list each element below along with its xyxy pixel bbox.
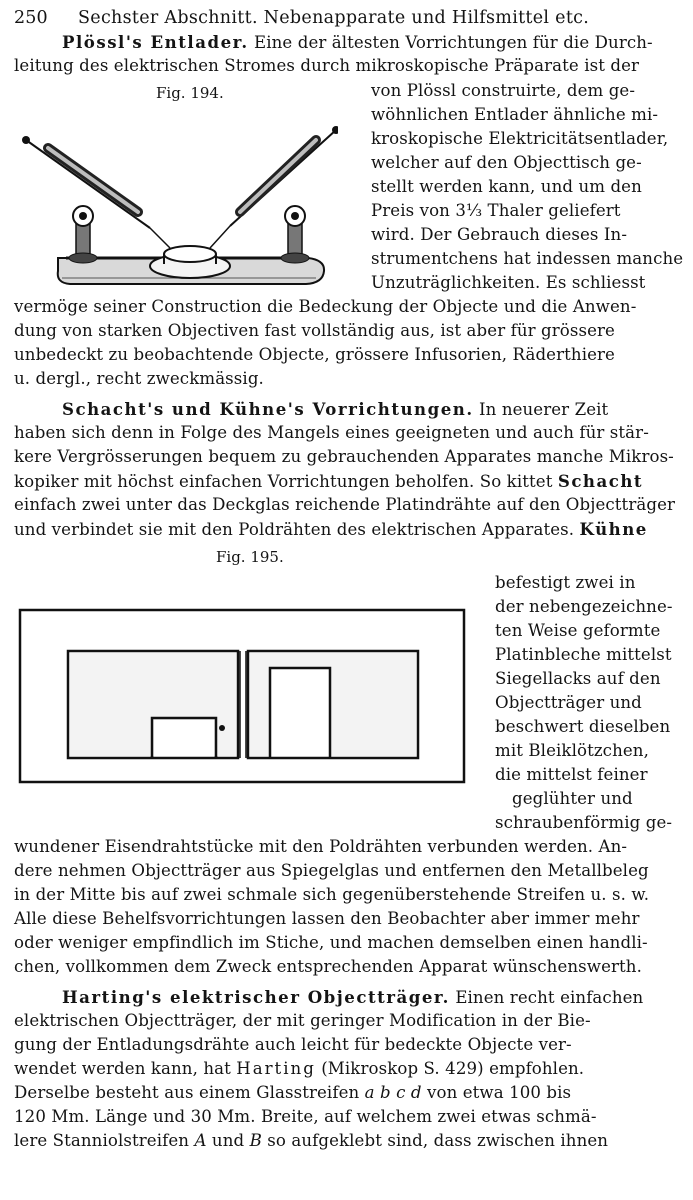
ploessl-line-4: wöhnlichen Entlader ähnliche mi- bbox=[371, 105, 659, 124]
schacht-line-23: chen, vollkommen dem Zweck entsprechenden Apparat wünschenswerth. bbox=[14, 957, 642, 976]
schacht-line-2: haben sich denn in Folge des Mangels eines geeigneten und auch für stär- bbox=[14, 423, 649, 442]
ploessl-heading: Plössl's Entlader. bbox=[62, 32, 249, 52]
ploessl-line-8: Preis von 3⅓ Thaler geliefert bbox=[371, 201, 621, 220]
schacht-line-16: geglühter und bbox=[512, 789, 633, 808]
fig195-caption: Fig. 195. bbox=[216, 548, 284, 566]
ploessl-line-10: strumentchens hat indessen manche bbox=[371, 249, 684, 268]
schacht-line-6: und verbindet sie mit den Poldrähten des elektrischen Apparates. Kühne bbox=[14, 519, 648, 539]
harting-line-1: Harting's elektrischer Objectträger. Einen recht einfachen bbox=[62, 987, 644, 1007]
ploessl-line-14: unbedeckt zu beobachtende Objecte, grössere Infusorien, Räderthiere bbox=[14, 345, 615, 364]
harting-line-4: wendet werden kann, hat Harting (Mikroskop S. 429) empfohlen. bbox=[14, 1059, 585, 1078]
fig194-discharger-illustration bbox=[18, 108, 338, 293]
harting-line-5: Derselbe besteht aus einem Glasstreifen a b c d von etwa 100 bis bbox=[14, 1083, 572, 1102]
schacht-line-14: mit Bleiklötzchen, bbox=[495, 741, 649, 760]
schacht-line-19: dere nehmen Objectträger aus Spiegelglas und entfernen den Metallbeleg bbox=[14, 861, 649, 880]
ploessl-line-9: wird. Der Gebrauch dieses In- bbox=[371, 225, 628, 244]
schacht-line-12: Objectträger und bbox=[495, 693, 642, 712]
schacht-line-10: Platinbleche mittelst bbox=[495, 645, 672, 664]
name-kuehne: Kühne bbox=[579, 519, 648, 539]
schacht-line-20: in der Mitte bis auf zwei schmale sich gegenüberstehende Streifen u. s. w. bbox=[14, 885, 650, 904]
ploessl-line-1: Plössl's Entlader. Eine der ältesten Vorrichtungen für die Durch- bbox=[62, 32, 653, 52]
schacht-line-7: befestigt zwei in bbox=[495, 573, 636, 592]
name-schacht: Schacht bbox=[557, 471, 644, 491]
schacht-heading: Schacht's und Kühne's Vorrichtungen. bbox=[62, 399, 474, 419]
harting-line-3: gung der Entladungsdrähte auch leicht für bedeckte Objecte ver- bbox=[14, 1035, 572, 1054]
schacht-line-13: beschwert dieselben bbox=[495, 717, 671, 736]
schacht-line-11: Siegellacks auf den bbox=[495, 669, 661, 688]
schacht-line-3: kere Vergrösserungen bequem zu gebrauchenden Apparates manche Mikros- bbox=[14, 447, 674, 466]
ploessl-line-12: vermöge seiner Construction die Bedeckung der Objecte und die Anwen- bbox=[14, 297, 637, 316]
schacht-line-8: der nebengezeichne- bbox=[495, 597, 673, 616]
ploessl-line-6: welcher auf den Objecttisch ge- bbox=[371, 153, 642, 172]
schacht-line-21: Alle diese Behelfsvorrichtungen lassen den Beobachter aber immer mehr bbox=[14, 909, 640, 928]
ploessl-line-11: Unzuträglichkeiten. Es schliesst bbox=[371, 273, 646, 292]
ploessl-line-15: u. dergl., recht zweckmässig. bbox=[14, 369, 264, 388]
ploessl-line-13: dung von starken Objectiven fast vollständig aus, ist aber für grössere bbox=[14, 321, 615, 340]
letter-a: A bbox=[194, 1131, 207, 1150]
harting-line-7: lere Stanniolstreifen A und B so aufgeklebt sind, dass zwischen ihnen bbox=[14, 1131, 609, 1150]
schacht-line-15: die mittelst feiner bbox=[495, 765, 648, 784]
fig195-platinum-plates-diagram bbox=[18, 608, 468, 786]
schacht-line-5: einfach zwei unter das Deckglas reichende Platindrähte auf den Objectträger bbox=[14, 495, 676, 514]
harting-line-6: 120 Mm. Länge und 30 Mm. Breite, auf welchem zwei etwas schmä- bbox=[14, 1107, 597, 1126]
schacht-line-9: ten Weise geformte bbox=[495, 621, 661, 640]
ploessl-line-3: von Plössl construirte, dem ge- bbox=[371, 81, 636, 100]
schacht-line-17: schraubenförmig ge- bbox=[495, 813, 673, 832]
letter-b: B bbox=[249, 1131, 262, 1150]
ploessl-line-5: kroskopische Elektricitätsentlader, bbox=[371, 129, 669, 148]
schacht-line-4: kopiker mit höchst einfachen Vorrichtungen beholfen. So kittet Schacht bbox=[14, 471, 644, 491]
letters-abcd: a b c d bbox=[364, 1083, 422, 1102]
ploessl-line-7: stellt werden kann, und um den bbox=[371, 177, 642, 196]
schacht-line-22: oder weniger empfindlich im Stiche, und machen demselben einen handli- bbox=[14, 933, 648, 952]
harting-line-2: elektrischen Objectträger, der mit geringer Modification in der Bie- bbox=[14, 1011, 591, 1030]
harting-heading: Harting's elektrischer Objectträger. bbox=[62, 987, 450, 1007]
running-title: Sechster Abschnitt. Nebenapparate und Hilfsmittel etc. bbox=[78, 8, 590, 28]
schacht-line-1: Schacht's und Kühne's Vorrichtungen. In neuerer Zeit bbox=[62, 399, 609, 419]
schacht-line-18: wundener Eisendrahtstücke mit den Poldrähten verbunden werden. An- bbox=[14, 837, 628, 856]
name-harting: Harting bbox=[236, 1059, 316, 1078]
page-number: 250 bbox=[14, 8, 48, 28]
ploessl-line-2: leitung des elektrischen Stromes durch mikroskopische Präparate ist der bbox=[14, 56, 640, 75]
fig194-caption: Fig. 194. bbox=[156, 84, 224, 102]
